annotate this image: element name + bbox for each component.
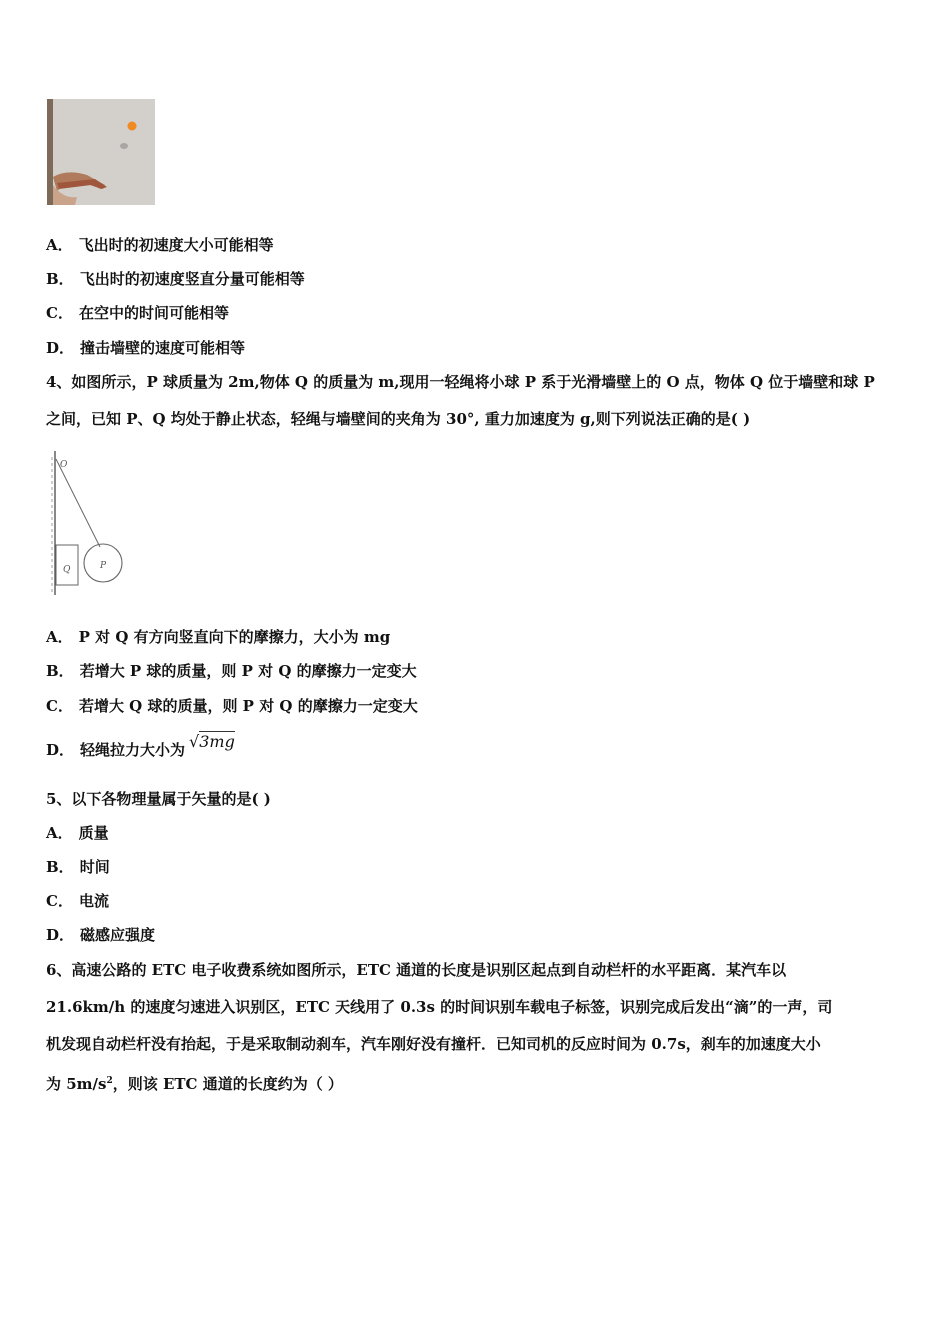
q5-option-d: [46, 925, 155, 945]
option-text: 轻绳拉力大小为: [80, 741, 186, 759]
option-letter: C．: [46, 892, 73, 910]
sqrt-radicand: 3mg: [199, 732, 235, 751]
q4-stem-line2: 之间，已知 P、Q 均处于静止状态，轻绳与墙壁间的夹角为 30°, 重力加速度为 g,则下列说法正确的是( ): [46, 410, 751, 428]
q5-option-c: [46, 891, 109, 911]
q4-option-d: [46, 732, 235, 760]
label-p: P: [100, 561, 107, 571]
ball-launch-photo: [47, 99, 155, 205]
sqrt-sign: √: [189, 732, 200, 751]
option-letter: A．: [46, 236, 73, 254]
option-letter: C．: [46, 697, 73, 715]
option-letter: A．: [46, 628, 73, 646]
q4-option-b: [46, 661, 417, 681]
wall-rope-ball-diagram: [46, 447, 136, 599]
q3-option-c: [46, 303, 229, 323]
label-o: O: [60, 460, 68, 470]
option-letter: D．: [46, 926, 75, 944]
option-text: 若增大 Q 球的质量，则 P 对 Q 的摩擦力一定变大: [78, 697, 418, 715]
option-text: 质量: [78, 824, 109, 842]
option-text: 若增大 P 球的质量，则 P 对 Q 的摩擦力一定变大: [79, 662, 417, 680]
q4-option-a: [46, 627, 390, 647]
q5-option-a: [46, 823, 109, 843]
q6-stem-line3: 机发现自动栏杆没有抬起，于是采取制动刹车，汽车刚好没有撞杆．已知司机的反应时间为 0.7s，刹车的加速度大小: [46, 1035, 821, 1053]
option-text: 飞出时的初速度竖直分量可能相等: [79, 270, 305, 288]
q4-stem-line1: 4、如图所示，P 球质量为 2m,物体 Q 的质量为 m,现用一轻绳将小球 P 系于光滑墙壁上的 O 点，物体 Q 位于墙壁和球 P: [46, 373, 875, 391]
option-letter: B．: [46, 662, 74, 680]
q3-option-b: [46, 269, 305, 289]
sqrt-formula: [189, 732, 235, 751]
option-letter: D．: [46, 741, 75, 759]
label-q: Q: [63, 565, 71, 575]
option-text: 磁感应强度: [80, 926, 156, 944]
q5-stem: 5、以下各物理量属于矢量的是( ): [46, 790, 271, 808]
option-text: 飞出时的初速度大小可能相等: [78, 236, 274, 254]
option-text: 电流: [78, 892, 109, 910]
q6-stem-line2: 21.6km/h 的速度匀速进入识别区，ETC 天线用了 0.3s 的时间识别车载电子标签，识别完成后发出“滴”的一声，司: [46, 998, 833, 1016]
option-text: 在空中的时间可能相等: [78, 304, 229, 322]
q5-option-b: [46, 857, 110, 877]
option-letter: B．: [46, 270, 74, 288]
option-letter: D．: [46, 339, 75, 357]
q6-line4-post: ，则该 ETC 通道的长度约为（ ）: [112, 1075, 343, 1093]
option-text: P 对 Q 有方向竖直向下的摩擦力，大小为 mg: [78, 628, 391, 646]
q6-line4-pre: 为 5m/s: [46, 1075, 107, 1093]
option-text: 撞击墙壁的速度可能相等: [80, 339, 246, 357]
q6-stem-line1: 6、高速公路的 ETC 电子收费系统如图所示，ETC 通道的长度是识别区起点到自动栏杆的水平距离．某汽车以: [46, 961, 787, 979]
option-text: 时间: [79, 858, 110, 876]
q6-stem-line4: [46, 1071, 343, 1094]
option-letter: B．: [46, 858, 74, 876]
q3-option-a: [46, 235, 274, 255]
option-letter: A．: [46, 824, 73, 842]
q3-option-d: [46, 338, 245, 358]
q6-line4-sup: 2: [106, 1076, 113, 1086]
option-letter: C．: [46, 304, 73, 322]
q4-option-c: [46, 696, 418, 716]
